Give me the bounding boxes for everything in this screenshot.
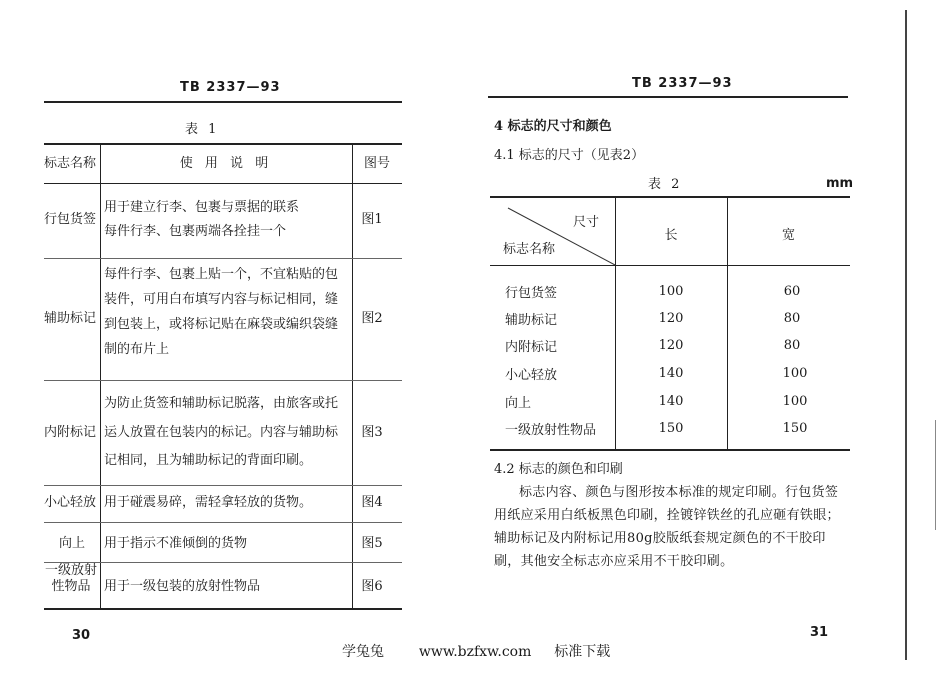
footer-tagline: 标准下载 <box>554 644 611 660</box>
table1-cell-name: 小心轻放 <box>44 495 97 510</box>
table1-cell-name: 内附标记 <box>44 425 97 440</box>
table1-cell-desc: 每件行李、包裹两端各拴挂一个 <box>104 224 287 239</box>
table1-title: 表 1 <box>185 122 220 137</box>
table1-cell-name: 辅助标记 <box>44 311 97 326</box>
section-4-heading: 4 标志的尺寸和颜色 <box>494 119 612 134</box>
table2-cell-width: 150 <box>782 421 808 436</box>
table2-cell-width: 100 <box>782 394 808 409</box>
table1-col-header: 标志名称 <box>44 156 97 171</box>
table1-cell-desc: 制的布片上 <box>104 342 170 357</box>
table1-cell-desc: 用于建立行李、包裹与票据的联系 <box>104 200 300 215</box>
table2-cell-name: 行包货签 <box>505 286 558 301</box>
header-rule <box>488 96 848 98</box>
footer-watermark <box>342 641 610 661</box>
table2-cell-length: 150 <box>658 421 684 436</box>
section-4-1-heading: 4.1 标志的尺寸（见表2） <box>494 148 645 163</box>
table1-cell-name-line: 一级放射 <box>44 563 97 578</box>
table1-col-header: 图号 <box>363 156 390 171</box>
table1-header-rule <box>44 183 402 184</box>
table2-cell-length: 120 <box>658 311 684 326</box>
table2-title: 表 2 <box>648 177 683 192</box>
table2-diag-bottom-label: 标志名称 <box>503 242 556 257</box>
table1-top-rule <box>44 143 402 145</box>
left-page-header: TB 2337—93 <box>180 80 281 95</box>
right-page-number: 31 <box>810 625 829 640</box>
table1-cell-desc: 每件行李、包裹上贴一个，不宜粘贴的包 <box>104 267 339 282</box>
table2-cell-width: 80 <box>783 338 801 353</box>
table1-cell-desc: 用于一级包装的放射性物品 <box>104 579 261 594</box>
table1-cell-desc: 用于碰震易碎，需轻拿轻放的货物。 <box>104 495 313 510</box>
footer-url[interactable]: www.bzfxw.com <box>418 644 532 660</box>
table1-cell-desc: 到包装上，或将标记贴在麻袋或编织袋缝 <box>104 317 339 332</box>
table1-cell-name <box>40 563 102 595</box>
table2-col-header: 宽 <box>781 228 795 243</box>
table1-cell-fig: 图4 <box>361 495 383 510</box>
table1-bottom-rule <box>44 608 402 610</box>
table1-cell-desc: 记相同，且为辅助标记的背面印刷。 <box>104 453 313 468</box>
table2-cell-name: 小心轻放 <box>505 368 558 383</box>
table1-row-rule <box>44 380 402 381</box>
footer-site-name: 学兔兔 <box>342 644 384 660</box>
table1-col-divider <box>100 143 101 610</box>
table1-cell-fig: 图2 <box>361 311 383 326</box>
paragraph-line: 用纸应采用白纸板黑色印刷，拴镀锌铁丝的孔应砸有铁眼； <box>494 508 840 523</box>
table2-cell-name: 一级放射性物品 <box>505 423 597 438</box>
table2-col-header: 长 <box>664 228 678 243</box>
table2-unit: mm <box>826 176 854 191</box>
table2-cell-name: 辅助标记 <box>505 313 558 328</box>
scan-edge-mark <box>935 420 936 530</box>
section-4-2-heading: 4.2 标志的颜色和印刷 <box>494 462 623 477</box>
table1-cell-desc: 装件，可用白布填写内容与标记相同，缝 <box>104 292 339 307</box>
table1-cell-desc: 为防止货签和辅助标记脱落，由旅客或托 <box>104 396 339 411</box>
table2-header-rule <box>490 265 850 266</box>
table2-cell-length: 100 <box>658 284 684 299</box>
table1-row-rule <box>44 485 402 486</box>
table1-cell-name: 向上 <box>58 536 85 551</box>
table2-cell-length: 140 <box>658 366 684 381</box>
table1-cell-fig: 图6 <box>361 579 383 594</box>
table1-cell-name: 行包货签 <box>44 212 97 227</box>
table1-cell-fig: 图1 <box>361 212 383 227</box>
table1-cell-name-line: 性物品 <box>51 579 91 594</box>
table2-bottom-rule <box>490 449 850 451</box>
scan-edge-line <box>905 10 907 660</box>
table1-cell-fig: 图5 <box>361 536 383 551</box>
table1-col-header: 使 用 说 明 <box>179 156 273 171</box>
table2-cell-width: 80 <box>783 311 801 326</box>
paragraph-line: 标志内容、颜色与图形按本标准的规定印刷。行包货签 <box>519 485 839 500</box>
table1-row-rule <box>44 258 402 259</box>
table2-cell-width: 60 <box>783 284 801 299</box>
table2-cell-width: 100 <box>782 366 808 381</box>
header-rule <box>44 101 402 103</box>
table2-cell-name: 向上 <box>505 396 532 411</box>
right-page-header: TB 2337—93 <box>632 76 733 91</box>
table2-cell-length: 120 <box>658 338 684 353</box>
table1-cell-desc: 运人放置在包装内的标记。内容与辅助标 <box>104 425 339 440</box>
table1-cell-desc: 用于指示不准倾倒的货物 <box>104 536 248 551</box>
table2-cell-name: 内附标记 <box>505 340 558 355</box>
table1-cell-fig: 图3 <box>361 425 383 440</box>
table1-row-rule <box>44 522 402 523</box>
left-page-number: 30 <box>72 628 91 643</box>
table2-diag-top-label: 尺寸 <box>573 215 600 230</box>
table2-cell-length: 140 <box>658 394 684 409</box>
paragraph-line: 辅助标记及内附标记用80g胶版纸套规定颜色的不干胶印 <box>494 531 826 546</box>
paragraph-line: 刷，其他安全标志亦应采用不干胶印刷。 <box>494 554 734 569</box>
